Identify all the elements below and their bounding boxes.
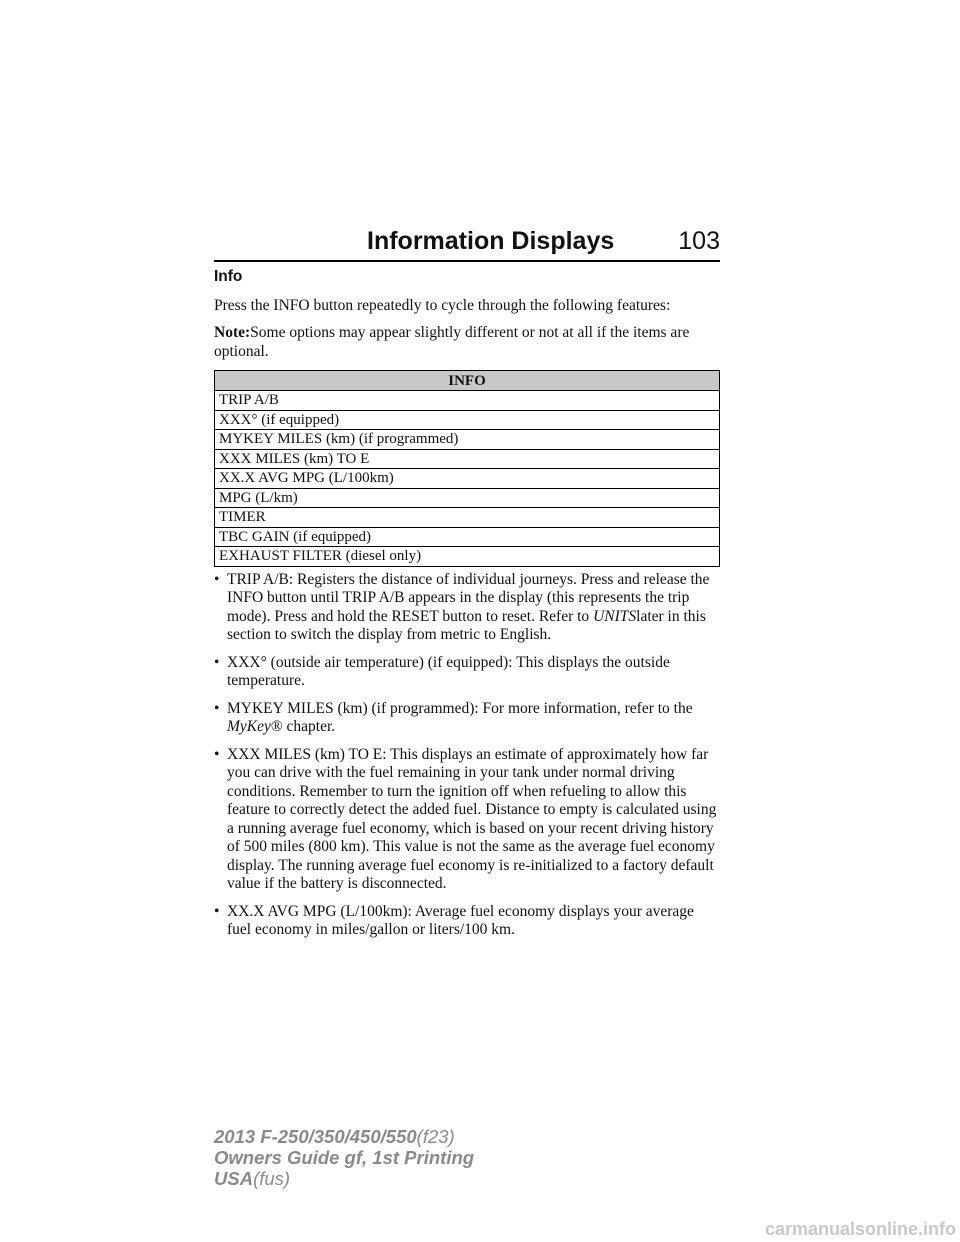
list-item (214, 700, 720, 737)
list-item (214, 571, 720, 645)
table-row (215, 449, 720, 469)
bullet-icon: • (214, 570, 220, 588)
bullet-icon: • (214, 653, 220, 671)
page-number: 103 (678, 227, 720, 255)
bullet-text: XXX MILES (km) TO E: This displays an estimate of approximately how far you can drive with the fuel remaining in your tank under normal driving conditions. Remember to turn the ignition off when refueling to allow this feature to correctly detect the added fuel. Distance to empty is calculated using a running average fuel economy, which is based on your recent driving history of 500 miles (800 km). This value is not the same as the average fuel economy display. The running average fuel economy is re-initialized to a factory default value if the battery is disconnected. (227, 745, 717, 892)
table-row (215, 430, 720, 450)
footer-code: (f23) (416, 1126, 455, 1147)
bullet-text: later in this section to switch the display from metric to English. (227, 607, 706, 643)
table-cell: TRIP A/B (215, 391, 720, 411)
list-item (214, 654, 720, 691)
table-cell: TIMER (215, 508, 720, 528)
bullet-text: XX.X AVG MPG (L/100km): Average fuel economy displays your average fuel economy in miles/gallon or liters/100 km. (227, 902, 694, 938)
bullet-text: ® chapter. (270, 718, 336, 735)
table-cell: MPG (L/km) (215, 488, 720, 508)
page-footer (214, 1126, 474, 1189)
table-cell: XXX° (if equipped) (215, 410, 720, 430)
footer-line: Owners Guide gf, 1st Printing (214, 1147, 475, 1168)
footer-model: 2013 F-250/350/450/550 (214, 1126, 417, 1147)
intro-paragraph: Press the INFO button repeatedly to cycle through the following features: (214, 296, 671, 314)
table-cell: MYKEY MILES (km) (if programmed) (215, 430, 720, 450)
mykey-reference: MyKey (227, 718, 271, 735)
bullet-icon: • (214, 902, 220, 920)
list-item (214, 903, 720, 940)
info-table-header: INFO (215, 371, 720, 391)
bullet-text: XXX° (outside air temperature) (if equipped): This displays the outside temperature. (227, 653, 670, 689)
bullet-text: MYKEY MILES (km) (if programmed): For more information, refer to the (227, 699, 693, 717)
watermark: carmanualsonline.info (764, 1219, 956, 1239)
table-row (215, 488, 720, 508)
section-heading: Info (214, 268, 243, 285)
note-text: Some options may appear slightly different or not at all if the items are optional. (214, 324, 690, 360)
list-item (214, 746, 720, 894)
footer-market: USA (214, 1168, 254, 1189)
footer-code: (fus) (253, 1168, 291, 1189)
table-cell: TBC GAIN (if equipped) (215, 527, 720, 547)
table-row (215, 547, 720, 567)
table-row (215, 410, 720, 430)
table-row (215, 508, 720, 528)
page-content (214, 266, 720, 949)
page-header (214, 226, 720, 262)
page-title: Information Displays (367, 227, 615, 255)
note-label: Note: (214, 324, 251, 341)
bullet-icon: • (214, 745, 220, 763)
table-cell: XXX MILES (km) TO E (215, 449, 720, 469)
feature-list (214, 571, 720, 940)
units-reference: UNITS (593, 607, 637, 625)
table-row (215, 391, 720, 411)
table-cell: XX.X AVG MPG (L/100km) (215, 469, 720, 489)
table-row (215, 469, 720, 489)
info-table (214, 370, 720, 567)
bullet-text: TRIP A/B: Registers the distance of individual journeys. Press and release the INFO button until TRIP A/B appears in the display (this represents the trip mode). Press and hold the RESET button to reset. Refer to (227, 570, 710, 625)
table-row (215, 527, 720, 547)
footer-line (214, 1168, 474, 1189)
footer-line (214, 1126, 474, 1147)
bullet-icon: • (214, 699, 220, 717)
table-cell: EXHAUST FILTER (diesel only) (215, 547, 720, 567)
note-paragraph (214, 324, 720, 361)
